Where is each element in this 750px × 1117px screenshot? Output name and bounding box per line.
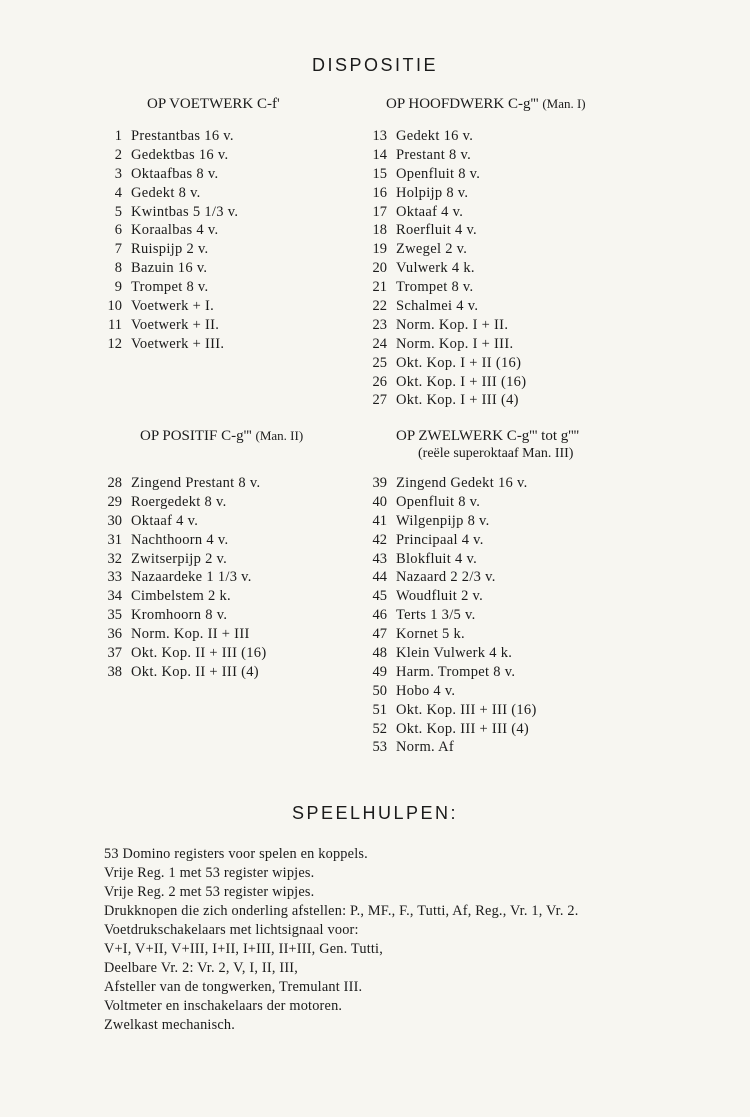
register-number: 52 [372,720,387,737]
register-name: Oktaafbas 8 v. [131,165,219,182]
register-number: 16 [372,184,387,201]
register-name: Roergedekt 8 v. [131,493,227,510]
register-number: 20 [372,260,387,277]
speelhulp-line: V+I, V+II, V+III, I+II, I+III, II+III, Gen. Tutti, [104,941,384,957]
register-number: 46 [372,607,387,624]
register-item [363,738,537,757]
register-item [363,335,526,354]
register-number: 8 [114,260,122,277]
register-number: 28 [107,475,122,491]
register-name: Voetwerk + II. [131,316,220,333]
speelhulp-line: Afsteller van de tongwerken, Tremulant III. [104,979,363,995]
register-name: Openfluit 8 v. [396,165,481,182]
register-number: 43 [372,550,387,567]
register-item [363,587,537,606]
register-number: 22 [372,298,387,315]
register-number: 29 [107,493,122,510]
register-name: Woudfluit 2 v. [396,588,484,605]
register-number: 47 [372,626,387,643]
register-number: 24 [372,335,387,352]
positif-heading [140,428,303,445]
register-name: Norm. Af [396,739,454,756]
positif-manual-label: (Man. II) [255,428,304,443]
register-name: Hobo 4 v. [396,682,456,699]
register-number: 44 [372,569,387,586]
register-number: 17 [372,203,387,220]
hoofdwerk-heading [386,96,586,113]
register-item [363,127,526,146]
register-item [363,720,537,739]
register-item [363,146,526,165]
register-item [363,550,537,569]
register-number: 4 [114,184,122,201]
register-name: Norm. Kop. II + III [131,626,250,643]
zwelwerk-heading [396,428,579,445]
register-name: Cimbelstem 2 k. [131,588,231,605]
register-number: 37 [107,645,122,662]
register-number: 1 [114,128,122,144]
speelhulp-line: Drukknopen die zich onderling afstellen: P., MF., F., Tutti, Af, Reg., Vr. 1, Vr. 2. [104,903,579,919]
register-item [98,474,266,493]
register-number: 26 [372,373,387,390]
register-item [363,682,537,701]
register-number: 48 [372,645,387,662]
register-item [98,165,238,184]
register-name: Norm. Kop. I + II. [396,316,509,333]
register-name: Okt. Kop. II + III (16) [131,645,267,662]
register-number: 14 [372,146,387,163]
register-number: 5 [114,203,122,220]
register-name: Okt. Kop. I + III (16) [396,373,527,390]
register-name: Kwintbas 5 1/3 v. [131,203,239,220]
register-name: Kromhoorn 8 v. [131,607,228,624]
register-name: Gedekt 16 v. [396,128,474,144]
register-name: Zingend Prestant 8 v. [131,475,261,491]
register-number: 38 [107,663,122,680]
register-item [98,606,266,625]
register-item [98,625,266,644]
register-item [363,354,526,373]
register-number: 23 [372,316,387,333]
register-number: 42 [372,531,387,548]
register-number: 35 [107,607,122,624]
register-number: 50 [372,682,387,699]
register-name: Klein Vulwerk 4 k. [396,645,513,662]
register-number: 36 [107,626,122,643]
register-item [363,663,537,682]
register-item [363,240,526,259]
hoofdwerk-manual-label: (Man. I) [542,96,586,111]
register-name: Ruispijp 2 v. [131,241,209,258]
register-number: 45 [372,588,387,605]
register-number: 10 [107,298,122,315]
register-number: 19 [372,241,387,258]
register-number: 6 [114,222,122,239]
register-item [363,316,526,335]
register-item [98,146,238,165]
register-item [363,259,526,278]
register-name: Zwegel 2 v. [396,241,468,258]
register-item [98,531,266,550]
register-item [363,278,526,297]
register-number: 25 [372,354,387,371]
register-item [363,701,537,720]
hoofdwerk-heading-text: OP HOOFDWERK C-g''' [386,96,539,112]
hoofdwerk-register-list [363,127,526,410]
register-item [98,335,238,354]
register-name: Kornet 5 k. [396,626,465,643]
register-number: 18 [372,222,387,239]
register-name: Zingend Gedekt 16 v. [396,475,528,491]
register-item [98,568,266,587]
register-item [363,531,537,550]
voetwerk-register-list [98,127,238,354]
register-name: Nazaardeke 1 1/3 v. [131,569,252,586]
register-name: Trompet 8 v. [396,279,474,296]
register-item [363,512,537,531]
register-number: 53 [372,739,387,756]
zwelwerk-register-list [363,474,537,757]
register-number: 2 [114,146,122,163]
register-item [98,644,266,663]
register-number: 32 [107,550,122,567]
register-name: Voetwerk + I. [131,298,215,315]
register-number: 40 [372,493,387,510]
register-item [98,278,238,297]
register-number: 21 [372,279,387,296]
register-name: Oktaaf 4 v. [396,203,464,220]
register-number: 30 [107,512,122,529]
register-name: Vulwerk 4 k. [396,260,475,277]
register-name: Bazuin 16 v. [131,260,208,277]
register-item [363,203,526,222]
register-number: 7 [114,241,122,258]
register-item [98,297,238,316]
register-item [98,587,266,606]
speelhulp-line: 53 Domino registers voor spelen en koppels. [104,846,368,862]
speelhulpen-list [104,845,579,1035]
register-name: Norm. Kop. I + III. [396,335,514,352]
register-item [363,644,537,663]
register-number: 9 [114,279,122,296]
register-name: Koraalbas 4 v. [131,222,219,239]
speelhulpen-title: SPEELHULPEN: [291,803,459,823]
register-item [363,568,537,587]
register-item [363,391,526,410]
speelhulp-line: Deelbare Vr. 2: Vr. 2, V, I, II, III, [104,960,299,976]
register-number: 34 [107,588,122,605]
register-item [363,493,537,512]
register-name: Trompet 8 v. [131,279,209,296]
register-name: Schalmei 4 v. [396,298,479,315]
speelhulp-line: Voetdrukschakelaars met lichtsignaal voor: [104,922,359,938]
speelhulp-line: Zwelkast mechanisch. [104,1017,236,1033]
speelhulp-line: Vrije Reg. 1 met 53 register wipjes. [104,865,315,881]
positif-heading-text: OP POSITIF C-g''' [140,428,252,444]
speelhulp-line: Voltmeter en inschakelaars der motoren. [104,998,343,1014]
register-number: 12 [107,335,122,352]
register-item [98,221,238,240]
register-item [363,297,526,316]
voetwerk-heading [147,96,280,113]
register-name: Nazaard 2 2/3 v. [396,569,496,586]
register-item [363,165,526,184]
register-name: Openfluit 8 v. [396,493,481,510]
register-name: Harm. Trompet 8 v. [396,663,516,680]
register-item [98,550,266,569]
register-number: 31 [107,531,122,548]
zwelwerk-subheading: (reële superoktaaf Man. III) [418,446,574,461]
register-name: Okt. Kop. II + III (4) [131,663,259,680]
register-item [363,373,526,392]
voetwerk-heading-text: OP VOETWERK C-f' [147,96,280,112]
register-name: Okt. Kop. III + III (16) [396,701,537,718]
register-name: Okt. Kop. I + II (16) [396,354,522,371]
register-item [363,184,526,203]
register-name: Oktaaf 4 v. [131,512,199,529]
register-item [363,625,537,644]
register-name: Okt. Kop. III + III (4) [396,720,530,737]
register-name: Principaal 4 v. [396,531,484,548]
register-name: Okt. Kop. I + III (4) [396,392,519,409]
zwelwerk-heading-text: OP ZWELWERK C-g''' tot g'''' [396,428,580,444]
register-name: Prestant 8 v. [396,146,472,163]
register-item [98,240,238,259]
register-item [98,203,238,222]
register-number: 3 [114,165,122,182]
speelhulp-line: Vrije Reg. 2 met 53 register wipjes. [104,884,315,900]
register-item [98,184,238,203]
register-name: Holpijp 8 v. [396,184,469,201]
register-name: Wilgenpijp 8 v. [396,512,490,529]
register-item [98,663,266,682]
register-item [363,606,537,625]
register-name: Zwitserpijp 2 v. [131,550,228,567]
register-number: 33 [107,569,122,586]
register-name: Roerfluit 4 v. [396,222,477,239]
register-item [98,493,266,512]
register-name: Prestantbas 16 v. [131,128,234,144]
register-number: 11 [108,316,122,333]
register-name: Gedektbas 16 v. [131,146,229,163]
register-item [363,221,526,240]
register-name: Terts 1 3/5 v. [396,607,476,624]
register-number: 51 [372,701,387,718]
page-title: DISPOSITIE [311,55,439,75]
register-name: Voetwerk + III. [131,335,225,352]
register-number: 15 [372,165,387,182]
register-item [98,127,238,146]
register-number: 27 [372,392,387,409]
register-item [98,316,238,335]
register-item [363,474,537,493]
positif-register-list [98,474,266,682]
register-item [98,259,238,278]
register-name: Blokfluit 4 v. [396,550,477,567]
register-number: 49 [372,663,387,680]
register-number: 13 [372,128,387,144]
register-name: Gedekt 8 v. [131,184,201,201]
register-number: 41 [372,512,387,529]
register-name: Nachthoorn 4 v. [131,531,229,548]
register-number: 39 [372,475,387,491]
register-item [98,512,266,531]
